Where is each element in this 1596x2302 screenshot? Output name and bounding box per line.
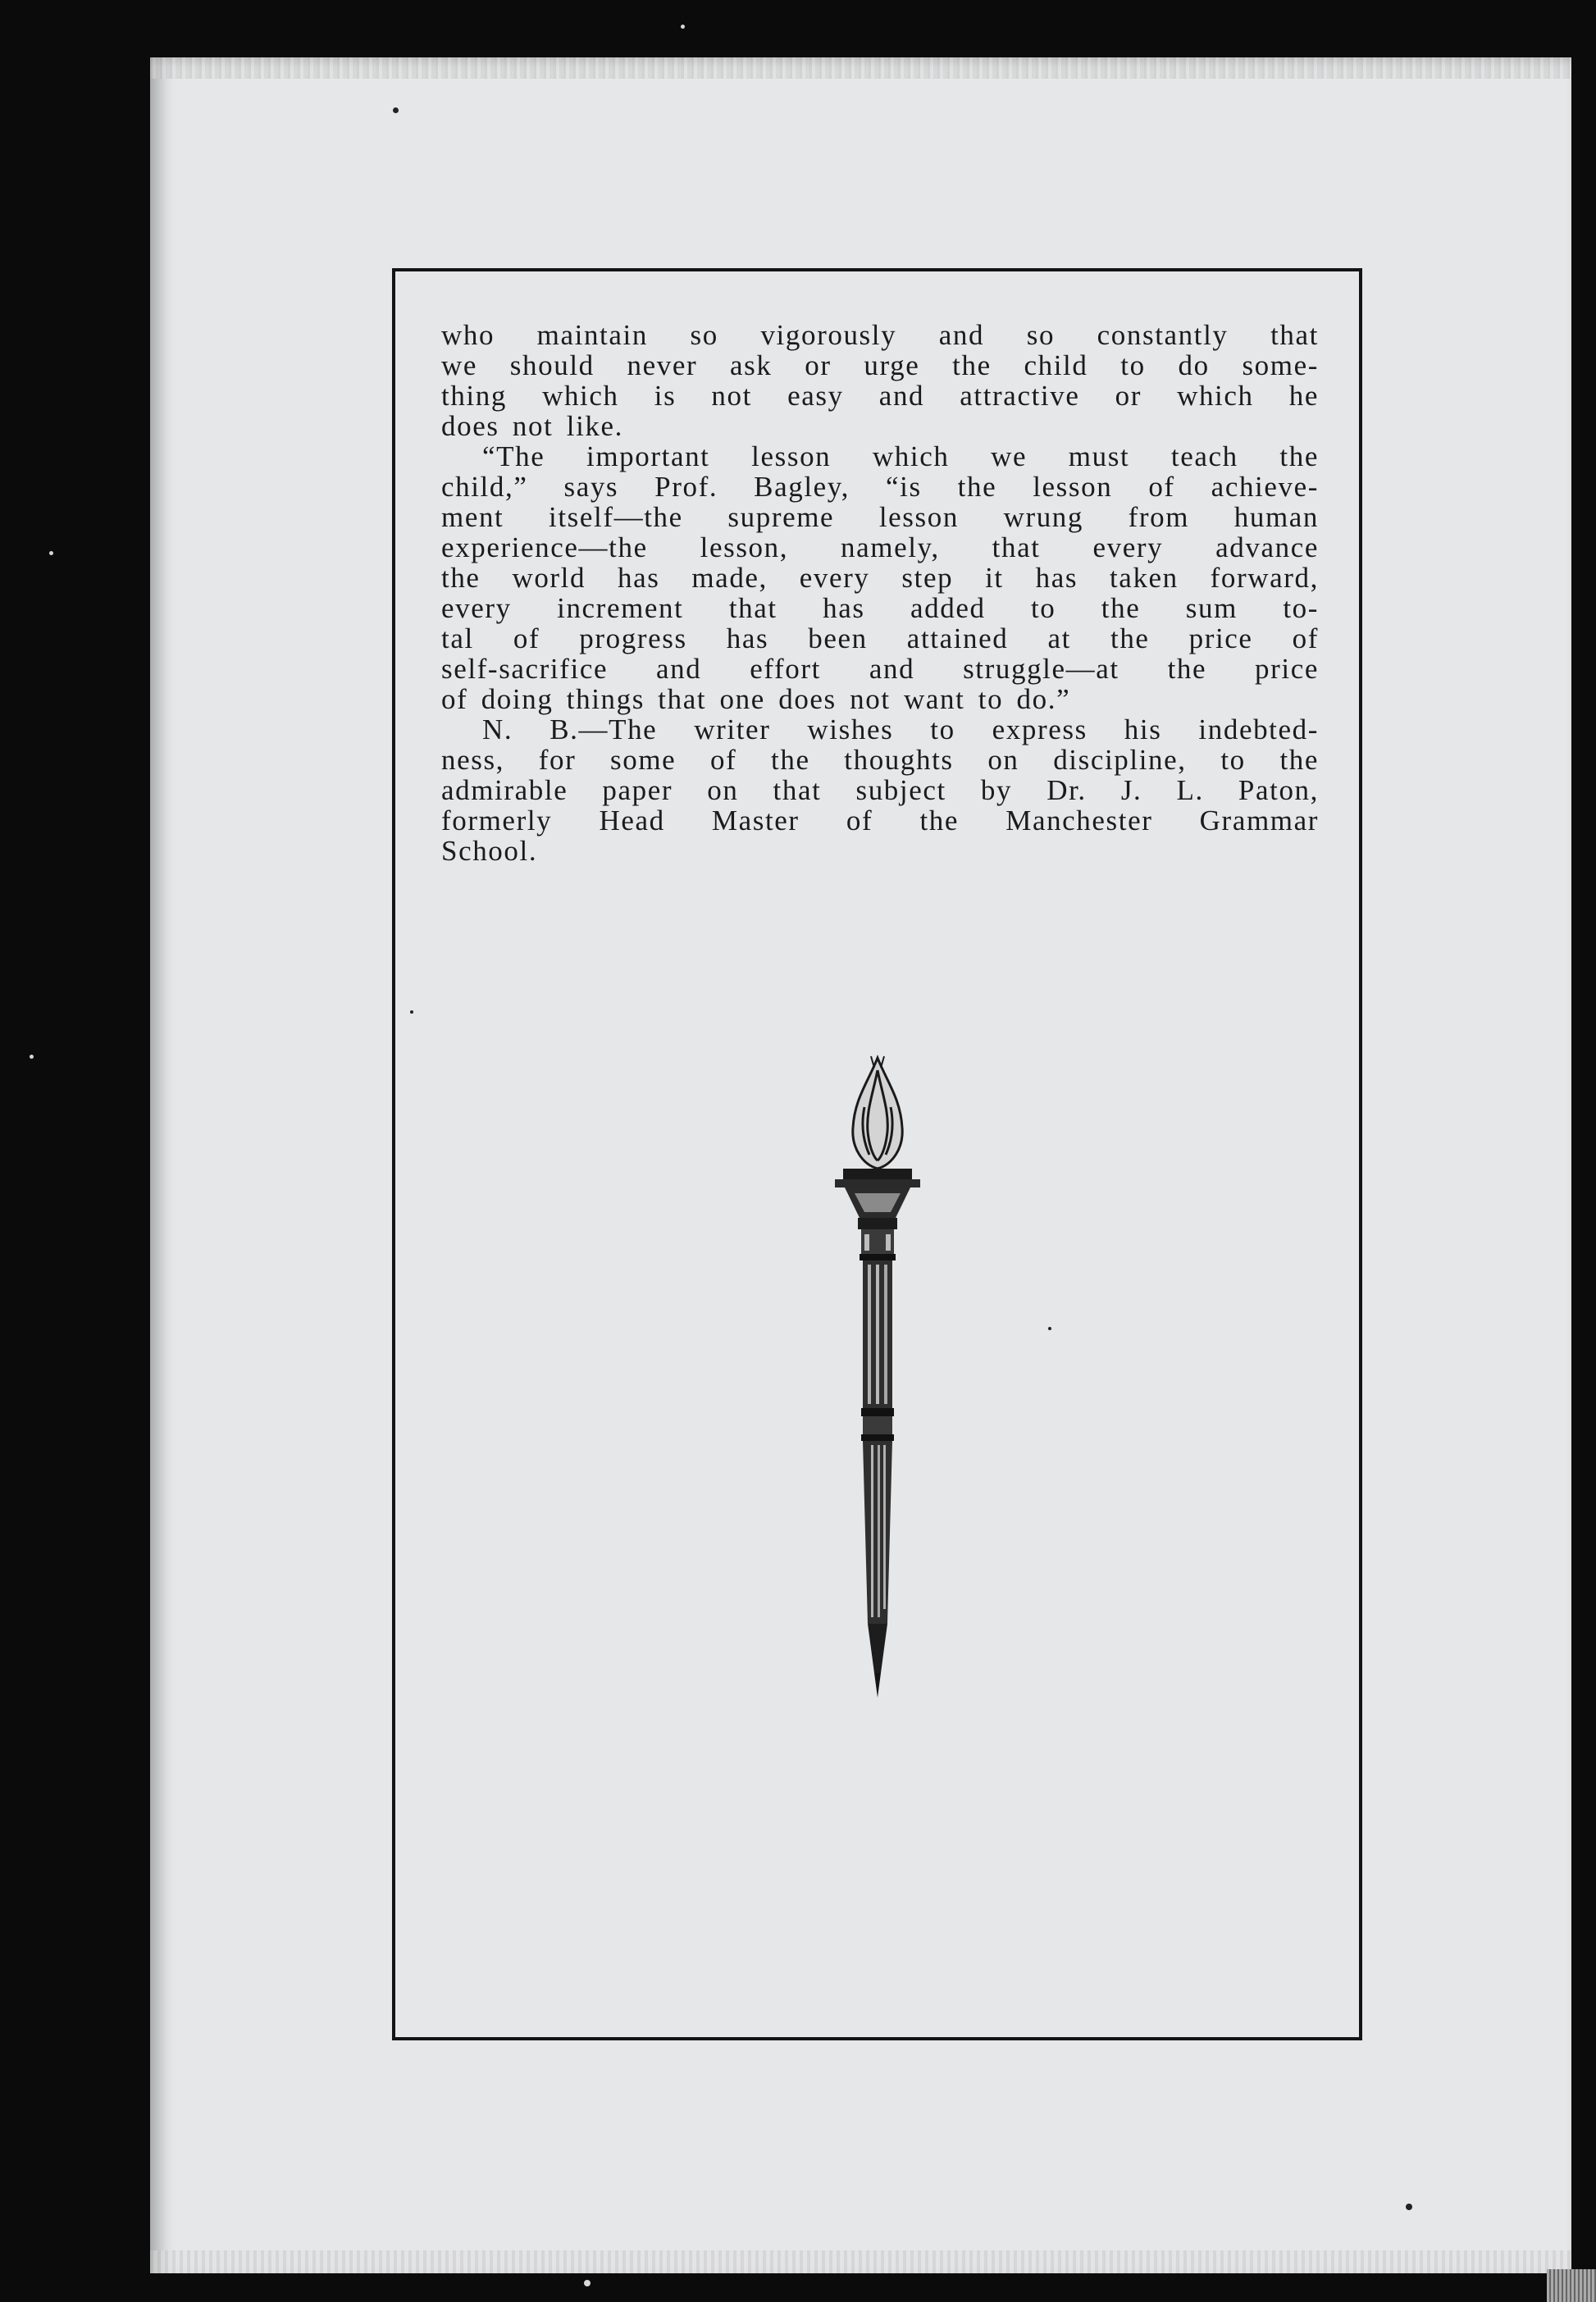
scan-speck (410, 1010, 413, 1014)
text-line: of doing things that one does not want to do.” (441, 683, 1071, 715)
paragraph-1 (441, 320, 1319, 441)
paragraph-3 (441, 714, 1319, 866)
text-line: the world has made, every step it has taken forward, (441, 562, 1319, 594)
text-line: child,” says Prof. Bagley, “is the lesson of achieve- (441, 471, 1319, 503)
scan-speck (1406, 2204, 1412, 2210)
page-bottom-edge (150, 2250, 1571, 2273)
text-line: N. B.—The writer wishes to express his indebted- (482, 713, 1319, 745)
paragraph-2 (441, 441, 1319, 714)
scan-speck (584, 2280, 591, 2286)
torch-icon (820, 1050, 935, 1706)
text-line: experience—the lesson, namely, that every advance (441, 531, 1319, 563)
text-line: does not like. (441, 410, 624, 442)
text-line: we should never ask or urge the child to do some- (441, 349, 1319, 381)
scan-speck (30, 1055, 34, 1059)
text-line: who maintain so vigorously and so constantly that (441, 319, 1319, 351)
scan-speck (681, 25, 685, 29)
scan-speck (1048, 1327, 1051, 1330)
text-line: “The important lesson which we must teach the (482, 440, 1319, 472)
text-line: thing which is not easy and attractive or which he (441, 380, 1319, 412)
text-line: ness, for some of the thoughts on discipline, to the (441, 744, 1319, 776)
torch-handle (860, 1229, 896, 1698)
text-line: formerly Head Master of the Manchester Grammar (441, 805, 1319, 836)
torch-flame (853, 1056, 902, 1169)
body-text (441, 320, 1319, 866)
scan-speck (393, 107, 399, 113)
scan-speck (49, 551, 53, 555)
text-line: self-sacrifice and effort and struggle—at the price (441, 653, 1319, 685)
text-line: ment itself—the supreme lesson wrung from human (441, 501, 1319, 533)
scan-edge-strip (1547, 2269, 1596, 2302)
text-line: every increment that has added to the sum to- (441, 592, 1319, 624)
text-line: admirable paper on that subject by Dr. J. L. Paton, (441, 774, 1319, 806)
text-line: School. (441, 835, 538, 867)
text-line: tal of progress has been attained at the price of (441, 622, 1319, 654)
torch-cup (835, 1169, 920, 1229)
page-top-edge (150, 57, 1571, 79)
